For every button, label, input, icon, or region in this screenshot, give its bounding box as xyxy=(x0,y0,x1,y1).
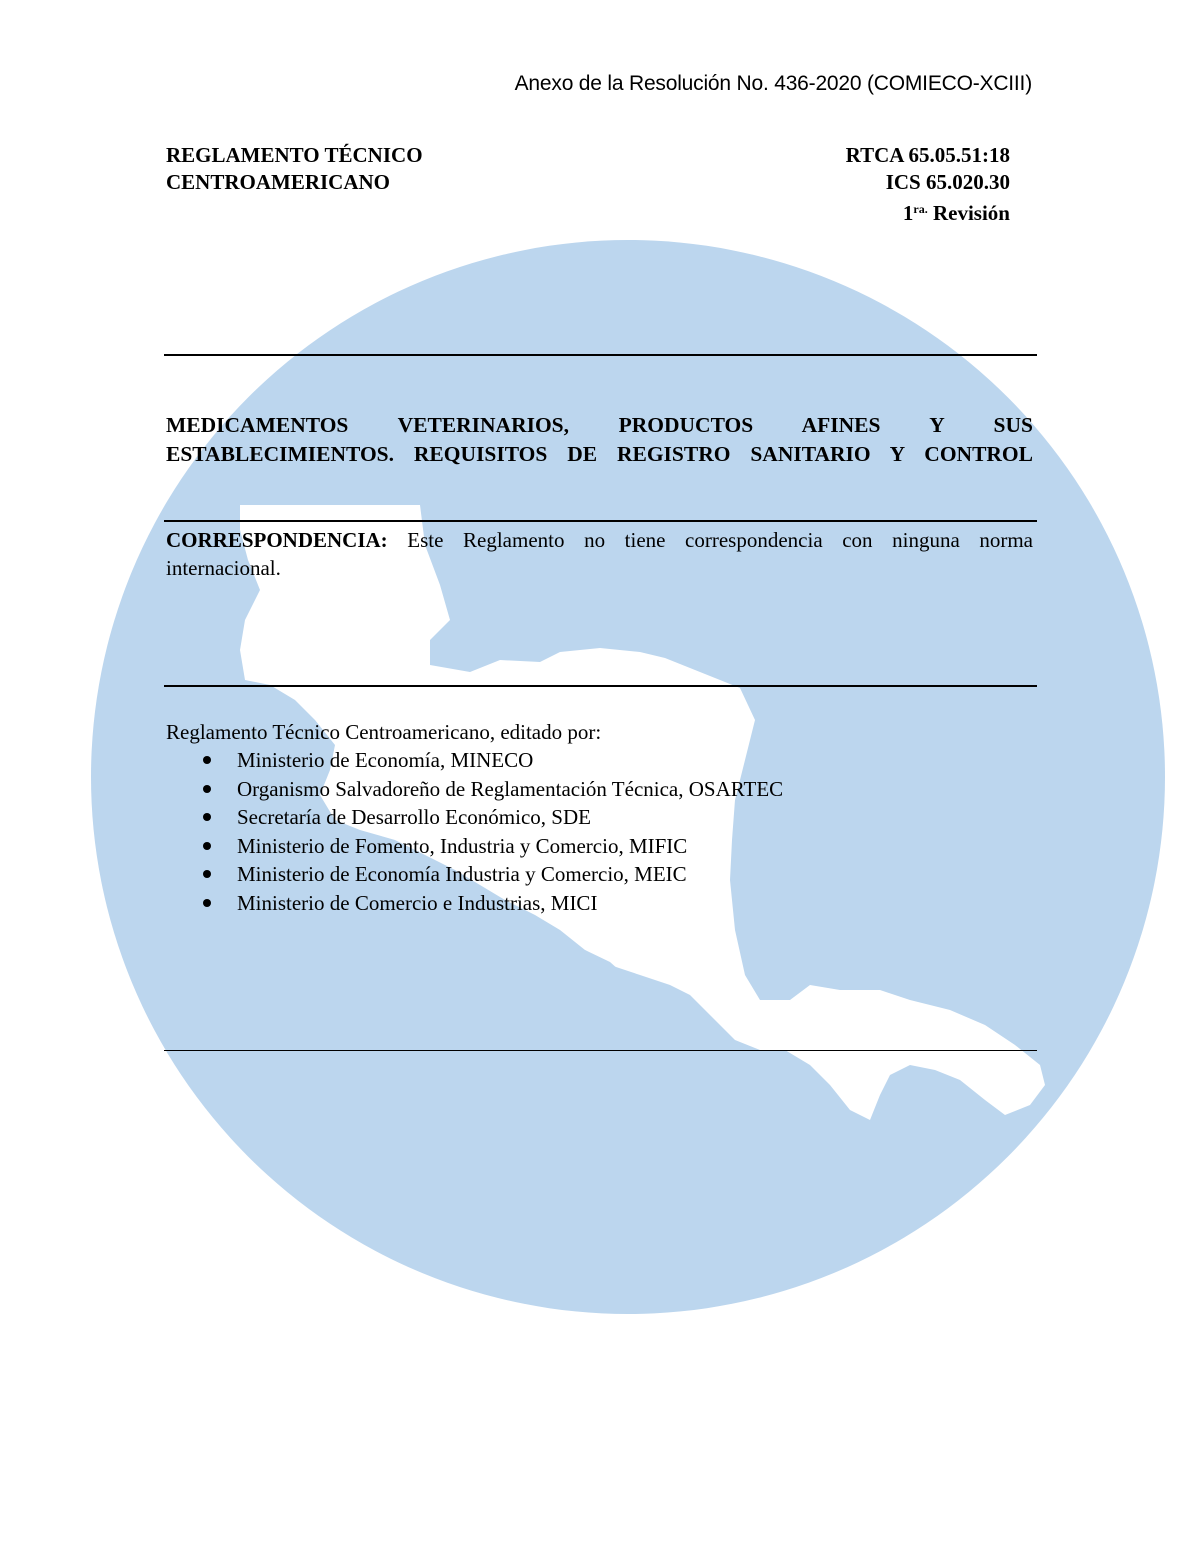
regulation-codes xyxy=(846,142,1010,227)
divider xyxy=(164,520,1037,522)
document-title xyxy=(166,411,1033,469)
list-item: Ministerio de Economía Industria y Comercio, MEIC xyxy=(200,860,783,889)
revision-number: 1 xyxy=(902,201,914,225)
divider xyxy=(164,354,1037,356)
list-item: Ministerio de Fomento, Industria y Comercio, MIFIC xyxy=(200,832,783,861)
list-item: Ministerio de Comercio e Industrias, MICI xyxy=(200,889,783,918)
regulation-type xyxy=(166,142,423,196)
divider xyxy=(164,1050,1037,1051)
divider xyxy=(164,685,1037,687)
revision xyxy=(846,196,1010,227)
document-title-line2: ESTABLECIMIENTOS. REQUISITOS DE REGISTRO SANITARIO Y CONTROL xyxy=(166,442,1033,466)
document-title-line1: MEDICAMENTOS VETERINARIOS, PRODUCTOS AFINES Y SUS xyxy=(166,413,1033,437)
revision-suffix: ra. xyxy=(913,202,928,216)
annex-reference: Anexo de la Resolución No. 436-2020 (COMIECO-XCIII) xyxy=(514,72,1032,95)
list-item: Ministerio de Economía, MINECO xyxy=(200,746,783,775)
editors-list xyxy=(200,746,783,917)
correspondence-label: CORRESPONDENCIA: xyxy=(166,528,388,552)
correspondence-paragraph xyxy=(166,526,1033,582)
editors-intro: Reglamento Técnico Centroamericano, editado por: xyxy=(166,720,602,744)
list-item: Secretaría de Desarrollo Económico, SDE xyxy=(200,803,783,832)
ics-code: ICS 65.020.30 xyxy=(885,170,1010,194)
list-item: Organismo Salvadoreño de Reglamentación Técnica, OSARTEC xyxy=(200,775,783,804)
revision-label: Revisión xyxy=(932,201,1010,225)
regulation-type-line1: REGLAMENTO TÉCNICO xyxy=(166,143,423,167)
correspondence-text: Este Reglamento no tiene correspondencia con ninguna norma internacional. xyxy=(166,528,1034,580)
regulation-type-line2: CENTROAMERICANO xyxy=(166,170,391,194)
rtca-code: RTCA 65.05.51:18 xyxy=(845,143,1010,167)
